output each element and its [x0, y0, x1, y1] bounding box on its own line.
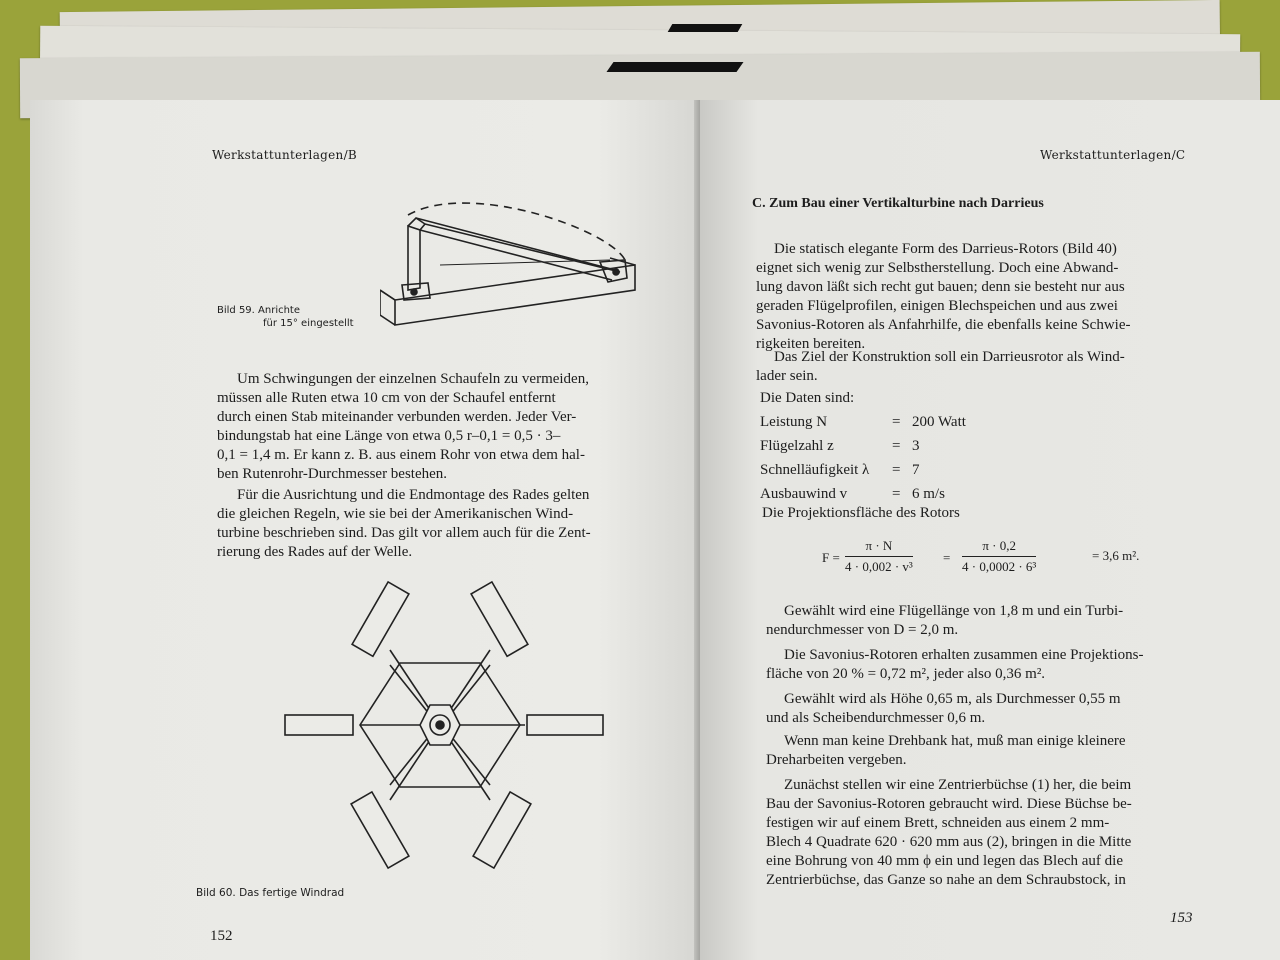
equals-sign: = — [892, 462, 901, 478]
paragraph-savonius — [766, 646, 1196, 684]
text-line: Savonius-Rotoren als Anfahrhilfe, die ebenfalls keine Schwie- — [756, 317, 1131, 333]
text-line: Zunächst stellen wir eine Zentrierbüchse (1) her, die beim — [784, 777, 1132, 793]
data-row — [760, 434, 966, 458]
right-goal-paragraph — [756, 348, 1176, 386]
projection-label: Die Projektionsfläche des Rotors — [762, 505, 960, 521]
text-line: rierung des Rades auf der Welle. — [217, 544, 413, 560]
section-title: C. Zum Bau einer Vertikalturbine nach Darrieus — [752, 196, 1044, 211]
text-line: rigkeiten bereiten. — [756, 336, 866, 352]
text-line: Wenn man keine Drehbank hat, muß man einige kleinere — [784, 733, 1126, 749]
paragraph-bushing — [766, 776, 1198, 890]
text-line: Zentrierbüchse, das Ganze so nahe an dem Schraubstock, in — [766, 872, 1126, 888]
text-line: und als Scheibendurchmesser 0,6 m. — [766, 710, 986, 726]
left-paragraph-1 — [217, 370, 657, 484]
text-line: Für die Ausrichtung und die Endmontage des Rades gelten — [237, 487, 590, 503]
shadow-edge — [668, 24, 743, 32]
figure-59-caption — [217, 304, 354, 330]
left-page-header: Werkstattunterlagen/B — [212, 148, 358, 162]
shadow-edge — [606, 62, 743, 72]
figure-59-caption-line: für 15° eingestellt — [263, 318, 354, 329]
text-line: festigen wir auf einem Brett, schneiden aus einem 2 mm- — [766, 815, 1110, 831]
right-page-number: 153 — [1170, 910, 1193, 926]
equals-sign: = — [892, 414, 901, 430]
text-line: Die Savonius-Rotoren erhalten zusammen eine Projektions- — [784, 647, 1144, 663]
text-line: Das Ziel der Konstruktion soll ein Darrieusrotor als Wind- — [774, 349, 1125, 365]
text-line: ben Rutenrohr-Durchmesser bestehen. — [217, 466, 448, 482]
text-line: Blech 4 Quadrate 620 · 620 mm aus (2), bringen in die Mitte — [766, 834, 1132, 850]
formula-equals: = — [943, 550, 951, 565]
text-line: lader sein. — [756, 368, 818, 384]
data-value: 3 — [912, 438, 920, 454]
left-paragraph-2 — [217, 486, 657, 562]
figure-59-caption-line: Bild 59. Anrichte — [217, 305, 301, 316]
data-value: 200 Watt — [912, 414, 966, 430]
figure-60-caption: Bild 60. Das fertige Windrad — [196, 887, 345, 899]
figure-60-windwheel — [280, 575, 610, 880]
data-row — [760, 458, 966, 482]
paragraph-lathe — [766, 732, 1196, 770]
data-value: 7 — [912, 462, 920, 478]
text-line: Gewählt wird eine Flügellänge von 1,8 m und ein Turbi- — [784, 603, 1124, 619]
text-line: Gewählt wird als Höhe 0,65 m, als Durchmesser 0,55 m — [784, 691, 1121, 707]
data-intro: Die Daten sind: — [760, 390, 855, 406]
formula-result: = 3,6 m². — [1092, 548, 1140, 563]
text-line: fläche von 20 % = 0,72 m², jeder also 0,36 m². — [766, 666, 1046, 682]
left-page-number: 152 — [210, 928, 233, 944]
data-label: Flügelzahl z — [760, 438, 834, 454]
data-row — [760, 410, 966, 434]
formula-numerator: π · N — [845, 538, 913, 557]
text-line: bindungstab hat eine Länge von etwa 0,5 r–0,1 = 0,5 · 3– — [217, 428, 561, 444]
paragraph-choice — [766, 602, 1196, 640]
data-label: Leistung N — [760, 414, 828, 430]
text-line: eignet sich wenig zur Selbstherstellung. Doch eine Abwand- — [756, 260, 1119, 276]
right-page-header: Werkstattunterlagen/C — [1040, 148, 1186, 162]
text-line: lung davon läßt sich recht gut bauen; denn sie besteht nur aus — [756, 279, 1125, 295]
figure-59-alignment-jig — [380, 190, 650, 340]
right-intro-paragraph — [756, 240, 1176, 354]
text-line: Um Schwingungen der einzelnen Schaufeln zu vermeiden, — [237, 371, 589, 387]
text-line: 0,1 = 1,4 m. Er kann z. B. aus einem Rohr von etwa dem hal- — [217, 447, 585, 463]
text-line: durch einen Stab miteinander verbunden werden. Jeder Ver- — [217, 409, 577, 425]
data-label: Schnelläufigkeit λ — [760, 462, 870, 478]
formula-fraction-2 — [962, 538, 1036, 575]
formula-denominator: 4 · 0,0002 · 6³ — [962, 559, 1037, 574]
formula-lhs: F = — [822, 550, 840, 565]
text-line: Die statisch elegante Form des Darrieus-Rotors (Bild 40) — [774, 241, 1117, 257]
data-row — [760, 482, 966, 506]
text-line: eine Bohrung von 40 mm ϕ ein und legen das Blech auf die — [766, 853, 1123, 869]
data-value: 6 m/s — [912, 486, 945, 502]
text-line: müssen alle Ruten etwa 10 cm von der Schaufel entfernt — [217, 390, 556, 406]
data-label: Ausbauwind v — [760, 486, 848, 502]
text-line: Dreharbeiten vergeben. — [766, 752, 907, 768]
text-line: geraden Flügelprofilen, einigen Blechspeichen und aus zwei — [756, 298, 1118, 314]
formula-numerator: π · 0,2 — [962, 538, 1036, 557]
text-line: turbine beschrieben sind. Das gilt vor allem auch für die Zent- — [217, 525, 591, 541]
formula-fraction-1 — [845, 538, 913, 575]
data-list — [760, 410, 966, 506]
paragraph-height — [766, 690, 1196, 728]
text-line: Bau der Savonius-Rotoren gebraucht wird. Diese Büchse be- — [766, 796, 1132, 812]
text-line: die gleichen Regeln, wie sie bei der Amerikanischen Wind- — [217, 506, 574, 522]
text-line: nendurchmesser von D = 2,0 m. — [766, 622, 959, 638]
equals-sign: = — [892, 486, 901, 502]
equals-sign: = — [892, 438, 901, 454]
formula-denominator: 4 · 0,002 · v³ — [845, 559, 913, 574]
